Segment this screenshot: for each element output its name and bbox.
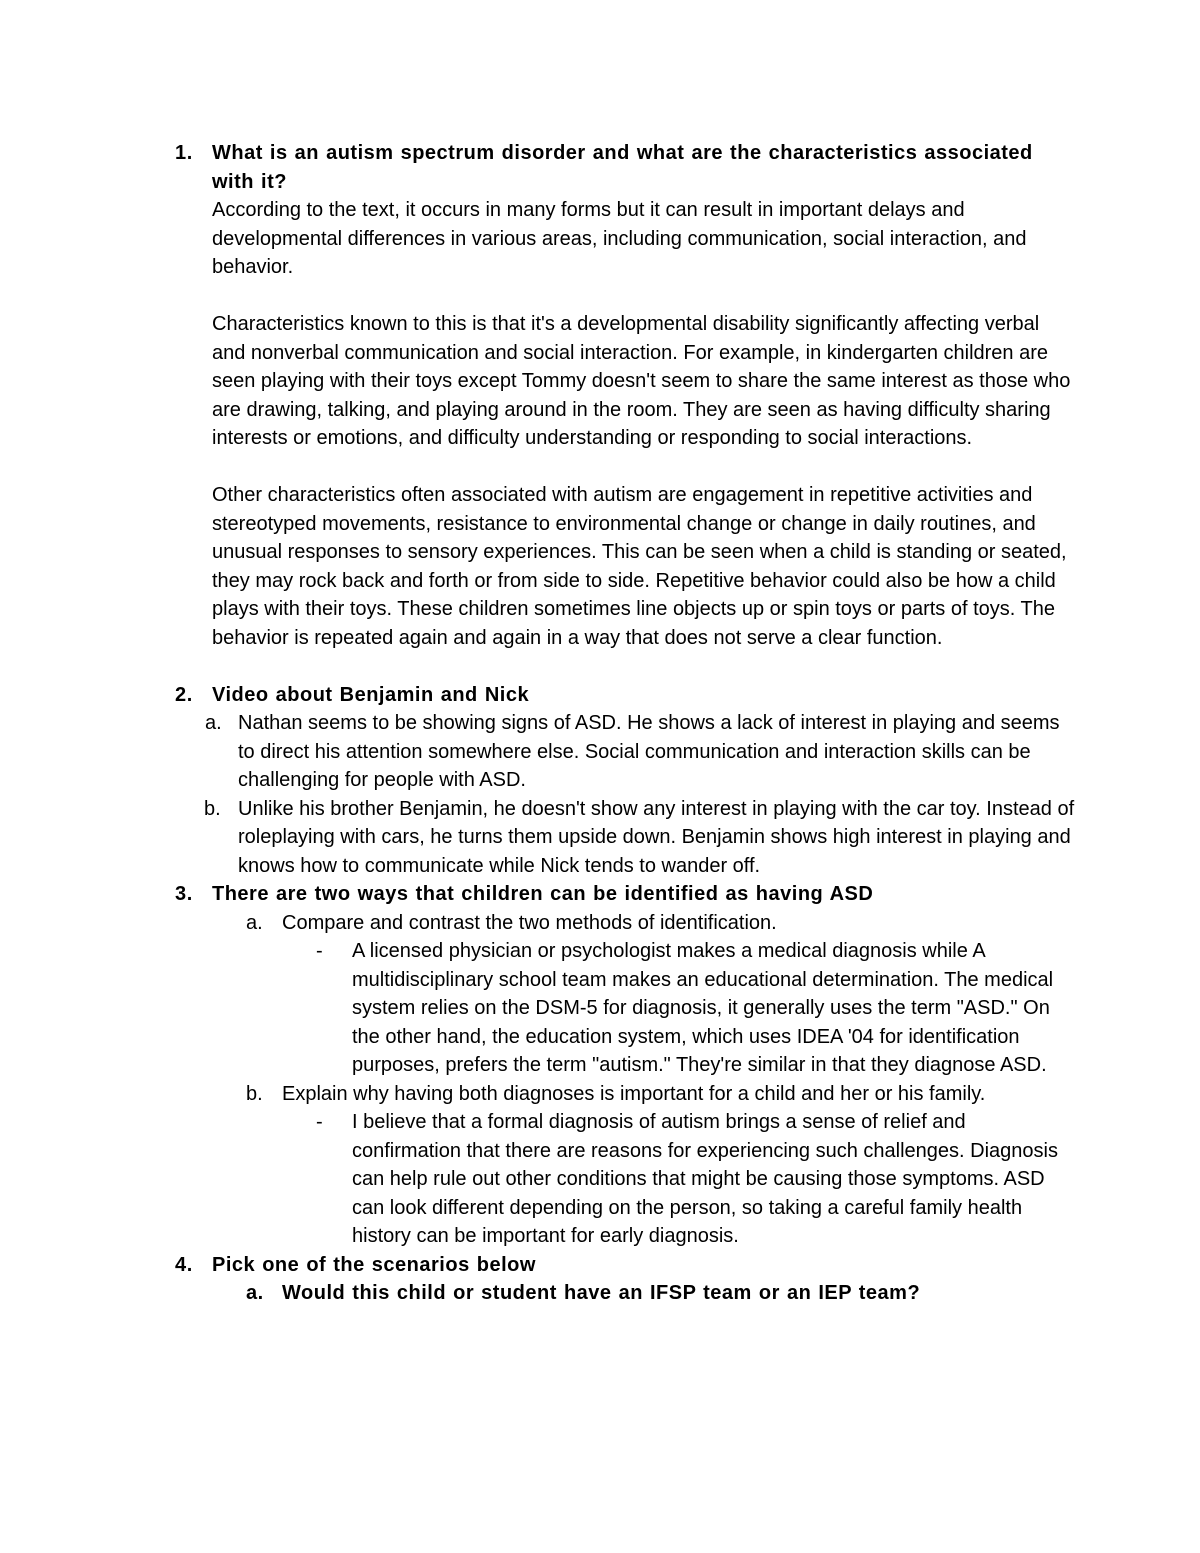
question-2 xyxy=(0,681,1200,881)
question-3-number: 3. xyxy=(175,883,193,905)
question-3-item-b xyxy=(0,1080,1200,1109)
question-2-item-a xyxy=(0,709,1200,795)
question-2-item-a-marker: a. xyxy=(205,712,222,734)
question-3-item-b-dash: - xyxy=(316,1111,323,1133)
question-1-answer-paragraph-1: According to the text, it occurs in many forms but it can result in important delays and developmental differences in various areas, including communication, social interaction, and behavior. xyxy=(212,199,1027,278)
question-1-number: 1. xyxy=(175,142,193,164)
question-3-title: There are two ways that children can be identified as having ASD xyxy=(212,883,874,905)
question-3-item-a-marker: a. xyxy=(246,911,263,934)
question-3-item-b-text: Explain why having both diagnoses is important for a child and her or his family. xyxy=(282,1082,986,1105)
question-3-item-a-answer xyxy=(0,937,1200,1080)
question-4 xyxy=(0,1251,1200,1308)
question-4-number: 4. xyxy=(175,1253,193,1276)
question-2-item-b-text: Unlike his brother Benjamin, he doesn't show any interest in playing with the car toy. Instead of roleplaying with cars, he turns them upside down. Benjamin shows high interest in playing and knows how to communicate while Nick tends to wander off. xyxy=(238,797,1075,877)
question-2-item-a-text: Nathan seems to be showing signs of ASD. He shows a lack of interest in playing and seems to direct his attention somewhere else. Social communication and interaction skills can be challenging for people with ASD. xyxy=(238,712,1060,791)
question-3-item-b-marker: b. xyxy=(246,1082,263,1105)
question-3-item-a-text: Compare and contrast the two methods of identification. xyxy=(282,911,777,934)
question-3-item-a-dash: - xyxy=(316,940,323,962)
question-1-answer-paragraph-2: Characteristics known to this is that it's a developmental disability significantly affecting verbal and nonverbal communication and social interaction. For example, in kindergarten children are seen playing with their toys except Tommy doesn't seem to share the same interest as those who are drawing, talking, and playing around in the room. They are seen as having difficulty sharing interests or emotions, and difficulty understanding or responding to social interactions. xyxy=(212,313,1071,449)
question-4-item-a-marker: a. xyxy=(246,1282,264,1304)
question-2-item-b xyxy=(0,795,1200,881)
document-page xyxy=(0,139,1200,1308)
question-4-title: Pick one of the scenarios below xyxy=(212,1253,536,1276)
question-3 xyxy=(0,880,1200,1251)
question-1 xyxy=(0,139,1200,681)
question-3-item-b-answer-text: I believe that a formal diagnosis of autism brings a sense of relief and confirmation that there are reasons for experiencing such challenges. Diagnosis can help rule out other conditions that might be causing those symptoms. ASD can look different depending on the person, so taking a careful family health history can be important for early diagnosis. xyxy=(352,1111,1058,1247)
question-2-number: 2. xyxy=(175,683,193,706)
question-1-title: What is an autism spectrum disorder and what are the characteristics associated with it? xyxy=(212,142,1033,193)
question-3-item-a xyxy=(0,909,1200,938)
question-3-item-b-answer xyxy=(0,1108,1200,1251)
question-2-item-b-marker: b. xyxy=(204,797,221,820)
question-4-item-a-text: Would this child or student have an IFSP team or an IEP team? xyxy=(282,1282,921,1304)
question-4-item-a xyxy=(0,1279,1200,1308)
question-3-item-a-answer-text: A licensed physician or psychologist makes a medical diagnosis while A multidisciplinary school team makes an educational determination. The medical system relies on the DSM-5 for diagnosis, it generally uses the term "ASD." On the other hand, the education system, which uses IDEA '04 for identification purposes, prefers the term "autism." They're similar in that they diagnose ASD. xyxy=(352,940,1054,1076)
question-1-answer-paragraph-3: Other characteristics often associated with autism are engagement in repetitive activities and stereotyped movements, resistance to environmental change or change in daily routines, and unusual responses to sensory experiences. This can be seen when a child is standing or seated, they may rock back and forth or from side to side. Repetitive behavior could also be how a child plays with their toys. These children sometimes line objects up or spin toys or parts of toys. The behavior is repeated again and again in a way that does not serve a clear function. xyxy=(212,484,1067,649)
question-2-title: Video about Benjamin and Nick xyxy=(212,683,530,706)
